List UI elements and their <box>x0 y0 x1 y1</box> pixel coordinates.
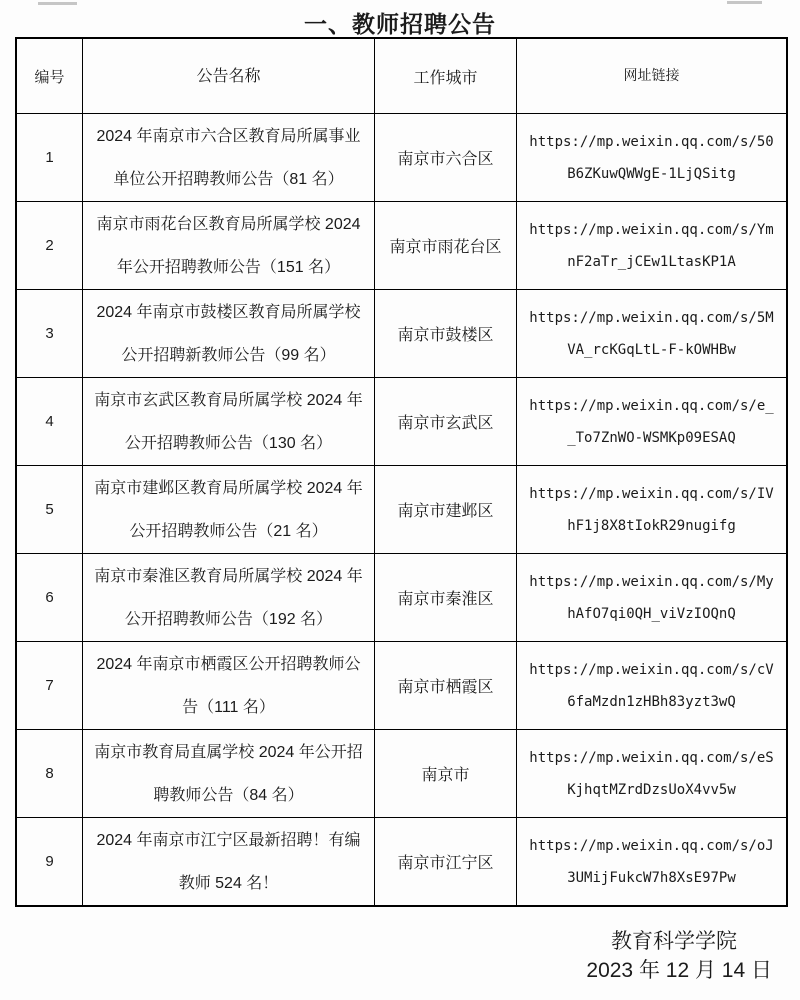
header-name-cell: 公告名称 <box>82 39 374 113</box>
row-number-cell: 4 <box>45 413 54 430</box>
url-link-cell[interactable]: https://mp.weixin.qq.com/s/MyhAfO7qi0QH_viVzIOQnQ <box>516 554 786 641</box>
footer-date: 2023 年 12 月 14 日 <box>586 959 772 982</box>
row-number-cell: 6 <box>45 589 54 606</box>
announcement-table <box>15 37 788 907</box>
table-row <box>17 729 786 817</box>
header-id-cell: 编号 <box>34 68 65 86</box>
row-number-cell: 1 <box>45 149 54 166</box>
work-city-cell: 南京市 <box>374 730 516 817</box>
scan-artifact-mark-left <box>38 2 77 5</box>
row-number-cell: 2 <box>45 237 54 254</box>
announcement-name-cell: 2024 年南京市江宁区最新招聘！有编教师 524 名！ <box>82 818 374 905</box>
work-city-cell: 南京市雨花台区 <box>374 202 516 289</box>
announcement-name-cell: 南京市雨花台区教育局所属学校 2024 年公开招聘教师公告（151 名） <box>82 202 374 289</box>
row-number-cell: 5 <box>45 501 54 518</box>
announcement-name-cell: 南京市教育局直属学校 2024 年公开招聘教师公告（84 名） <box>82 730 374 817</box>
work-city-cell: 南京市鼓楼区 <box>374 290 516 377</box>
row-number-cell: 9 <box>45 853 54 870</box>
table-row <box>17 553 786 641</box>
scan-artifact-mark-right <box>727 1 762 4</box>
header-url-cell: 网址链接 <box>516 39 786 113</box>
url-link-cell[interactable]: https://mp.weixin.qq.com/s/oJ3UMijFukcW7h8XsE97Pw <box>516 818 786 905</box>
url-link-cell[interactable]: https://mp.weixin.qq.com/s/cV6faMzdn1zHBh83yzt3wQ <box>516 642 786 729</box>
table-row <box>17 113 786 201</box>
footer-organization: 教育科学学院 <box>611 930 737 953</box>
row-number-cell: 7 <box>45 677 54 694</box>
table-row <box>17 377 786 465</box>
table-row <box>17 201 786 289</box>
url-link-cell[interactable]: https://mp.weixin.qq.com/s/50B6ZKuwQWWgE-1LjQSitg <box>516 114 786 201</box>
url-link-cell[interactable]: https://mp.weixin.qq.com/s/5MVA_rcKGqLtL-F-kOWHBw <box>516 290 786 377</box>
announcement-name-cell: 南京市玄武区教育局所属学校 2024 年公开招聘教师公告（130 名） <box>82 378 374 465</box>
page-title: 一、教师招聘公告 <box>304 11 496 37</box>
table-row <box>17 817 786 905</box>
row-number-cell: 8 <box>45 765 54 782</box>
announcement-name-cell: 南京市建邺区教育局所属学校 2024 年公开招聘教师公告（21 名） <box>82 466 374 553</box>
url-link-cell[interactable]: https://mp.weixin.qq.com/s/IVhF1j8X8tIokR29nugifg <box>516 466 786 553</box>
announcement-name-cell: 2024 年南京市六合区教育局所属事业单位公开招聘教师公告（81 名） <box>82 114 374 201</box>
table-header-row <box>17 39 786 113</box>
work-city-cell: 南京市秦淮区 <box>374 554 516 641</box>
work-city-cell: 南京市六合区 <box>374 114 516 201</box>
row-number-cell: 3 <box>45 325 54 342</box>
url-link-cell[interactable]: https://mp.weixin.qq.com/s/eSKjhqtMZrdDzsUoX4vv5w <box>516 730 786 817</box>
header-city-cell: 工作城市 <box>374 39 516 113</box>
table-row <box>17 465 786 553</box>
table-row <box>17 289 786 377</box>
work-city-cell: 南京市栖霞区 <box>374 642 516 729</box>
url-link-cell[interactable]: https://mp.weixin.qq.com/s/YmnF2aTr_jCEw1LtasKP1A <box>516 202 786 289</box>
work-city-cell: 南京市玄武区 <box>374 378 516 465</box>
announcement-name-cell: 南京市秦淮区教育局所属学校 2024 年公开招聘教师公告（192 名） <box>82 554 374 641</box>
table-row <box>17 641 786 729</box>
work-city-cell: 南京市建邺区 <box>374 466 516 553</box>
url-link-cell[interactable]: https://mp.weixin.qq.com/s/e__To7ZnWO-WSMKp09ESAQ <box>516 378 786 465</box>
announcement-name-cell: 2024 年南京市栖霞区公开招聘教师公告（111 名） <box>82 642 374 729</box>
work-city-cell: 南京市江宁区 <box>374 818 516 905</box>
announcement-name-cell: 2024 年南京市鼓楼区教育局所属学校公开招聘新教师公告（99 名） <box>82 290 374 377</box>
